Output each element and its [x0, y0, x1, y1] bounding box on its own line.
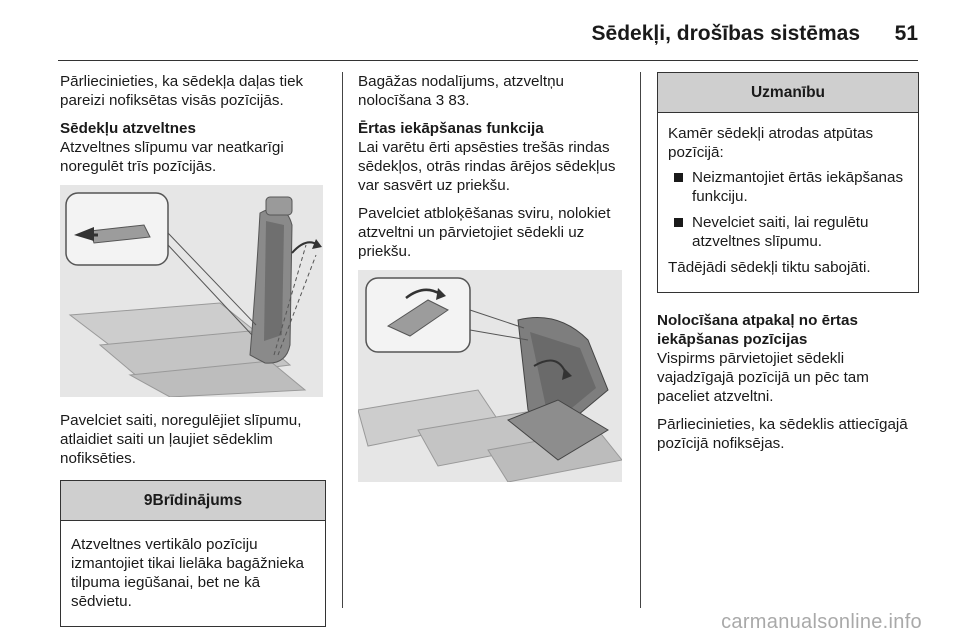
warning-body — [61, 521, 325, 626]
column-left — [60, 72, 326, 627]
bullet-icon — [674, 218, 683, 227]
backrest-heading: Sēdekļu atzveltnes — [60, 120, 196, 137]
warning-icon: 9 — [143, 492, 153, 509]
easy-entry-instructions: Pavelciet atbloķēšanas sviru, nolokiet atzveltni un pārvietojiet sēdekli uz priekšu. — [358, 205, 611, 260]
fold-back-section — [657, 311, 919, 406]
page-number: 51 — [894, 22, 918, 45]
page-title: Sēdekļi, drošības sistēmas — [591, 22, 860, 45]
paragraph-luggage-ref — [358, 72, 626, 110]
fold-back-heading-line1: Nolocīšana atpakaļ no ērtas — [657, 312, 858, 329]
luggage-ref-text: Bagāžas nodalījums, atzveltņu nolocīšana — [358, 73, 564, 109]
caution-intro: Kamēr sēdekļi atrodas atpūtas pozīcijā: — [668, 125, 874, 161]
easy-entry-section — [358, 119, 626, 195]
caution-list-item: Nevelciet saiti, lai regulētu atzveltnes slīpumu. — [668, 213, 908, 251]
watermark: carmanualsonline.info — [721, 611, 922, 633]
column-divider-1 — [342, 72, 343, 608]
header-divider — [58, 60, 918, 61]
easy-entry-heading: Ērtas iekāpšanas funkcija — [358, 120, 544, 137]
caution-body — [658, 113, 918, 292]
caution-list-item: Neizmantojiet ērtās iekāpšanas funkciju. — [668, 168, 908, 206]
column-middle — [358, 72, 626, 482]
page-ref-number: 83. — [448, 92, 470, 109]
page-ref-icon: 3 — [435, 92, 445, 109]
column-right — [657, 72, 919, 462]
paragraph-pull-strap: Pavelciet saiti, noregulējiet slīpumu, atlaidiet saiti un ļaujiet sēdeklim nofiksēties. — [60, 412, 302, 467]
caution-list — [668, 168, 908, 251]
fold-back-check: Pārliecinieties, ka sēdeklis attiecīgajā pozīcijā nofiksējas. — [657, 416, 908, 452]
easy-entry-text: Lai varētu ērti apsēsties trešās rindas sēdekļos, otrās rindas ārējos sēdekļus var sasvērt uz priekšu. — [358, 139, 616, 194]
column-divider-2 — [640, 72, 641, 608]
caution-outro: Tādējādi sēdekļi tiktu sabojāti. — [668, 259, 871, 276]
bullet-icon — [674, 173, 683, 182]
easy-entry-illustration — [358, 270, 622, 482]
warning-box — [60, 480, 326, 627]
page-header — [0, 0, 960, 60]
warning-title: Brīdinājums — [152, 492, 243, 509]
backrest-section — [60, 119, 326, 176]
fold-back-heading-line2: iekāpšanas pozīcijas — [657, 331, 808, 348]
backrest-text: Atzveltnes slīpumu var neatkarīgi noregulēt trīs pozīcijās. — [60, 139, 284, 175]
fold-back-text: Vispirms pārvietojiet sēdekli vajadzīgajā pozīcijā un pēc tam paceliet atzveltni. — [657, 350, 869, 405]
backrest-recline-illustration — [60, 185, 323, 397]
caution-box — [657, 72, 919, 293]
warning-text: Atzveltnes vertikālo pozīciju izmantojiet tikai lielāka bagāžnieka tilpuma iegūšanai, bet ne kā sēdvietu. — [71, 536, 305, 610]
paragraph-lock-check: Pārliecinieties, ka sēdekļa daļas tiek pareizi nofiksētas visās pozīcijās. — [60, 73, 304, 109]
caution-header: Uzmanību — [658, 73, 918, 113]
warning-header — [61, 481, 325, 521]
